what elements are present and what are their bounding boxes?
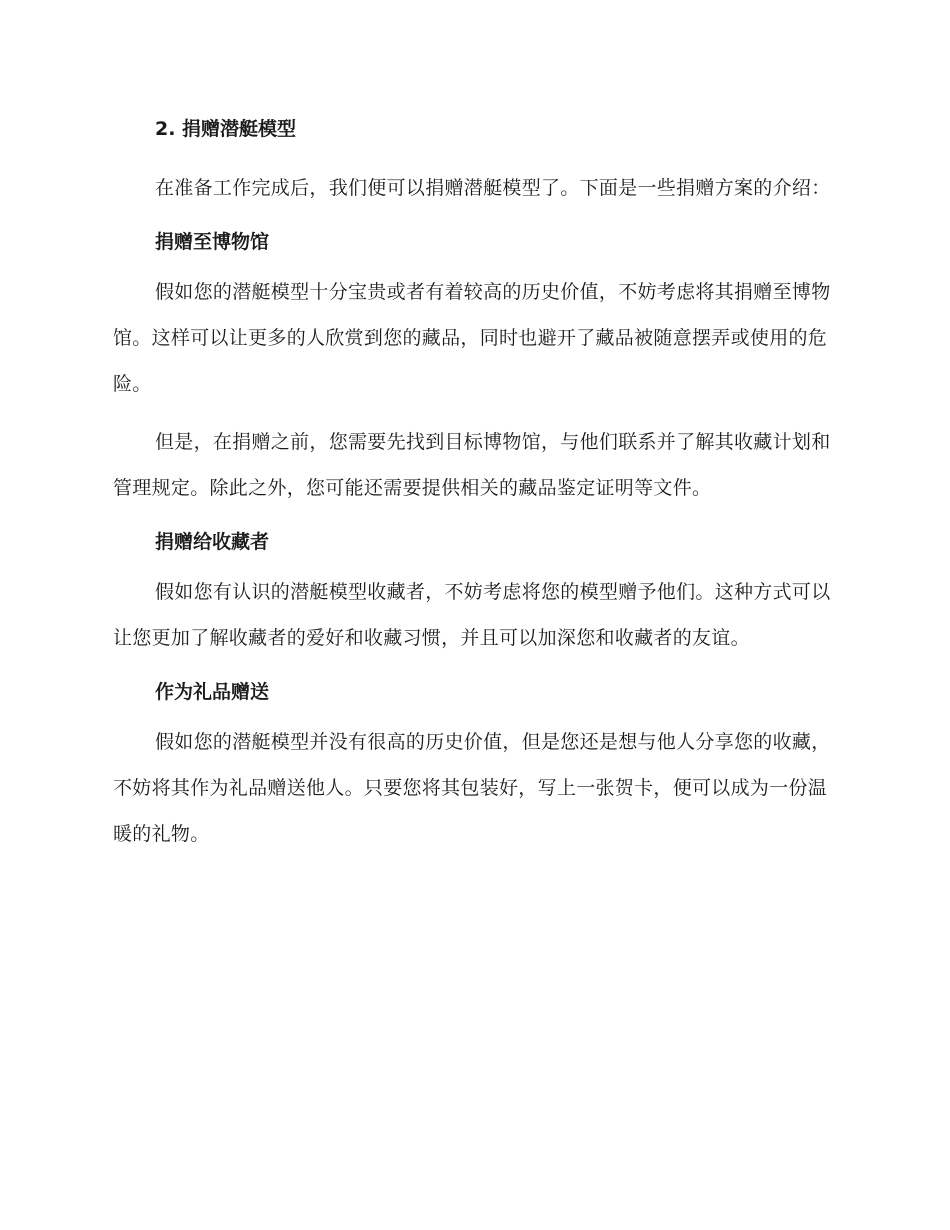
section-heading: 2. 捐赠潜艇模型	[155, 118, 297, 140]
museum-paragraph-2: 但是，在捐赠之前，您需要先找到目标博物馆，与他们联系并了解其收藏计划和管理规定。除此之外，您可能还需要提供相关的藏品鉴定证明等文件。	[113, 431, 831, 499]
subheading-museum: 捐赠至博物馆	[155, 231, 270, 253]
subheading-collector: 捐赠给收藏者	[155, 531, 270, 553]
gift-paragraph: 假如您的潜艇模型并没有很高的历史价值，但是您还是想与他人分享您的收藏，不妨将其作为礼品赠送他人。只要您将其包装好，写上一张贺卡，便可以成为一份温暖的礼物。	[113, 731, 831, 845]
document-body	[113, 110, 831, 857]
subheading-gift: 作为礼品赠送	[155, 681, 270, 703]
museum-paragraph-1: 假如您的潜艇模型十分宝贵或者有着较高的历史价值，不妨考虑将其捐赠至博物馆。这样可以让更多的人欣赏到您的藏品，同时也避开了藏品被随意摆弄或使用的危险。	[113, 281, 831, 395]
collector-paragraph: 假如您有认识的潜艇模型收藏者，不妨考虑将您的模型赠予他们。这种方式可以让您更加了解收藏者的爱好和收藏习惯，并且可以加深您和收藏者的友谊。	[113, 581, 831, 649]
intro-paragraph: 在准备工作完成后，我们便可以捐赠潜艇模型了。下面是一些捐赠方案的介绍：	[155, 177, 831, 199]
